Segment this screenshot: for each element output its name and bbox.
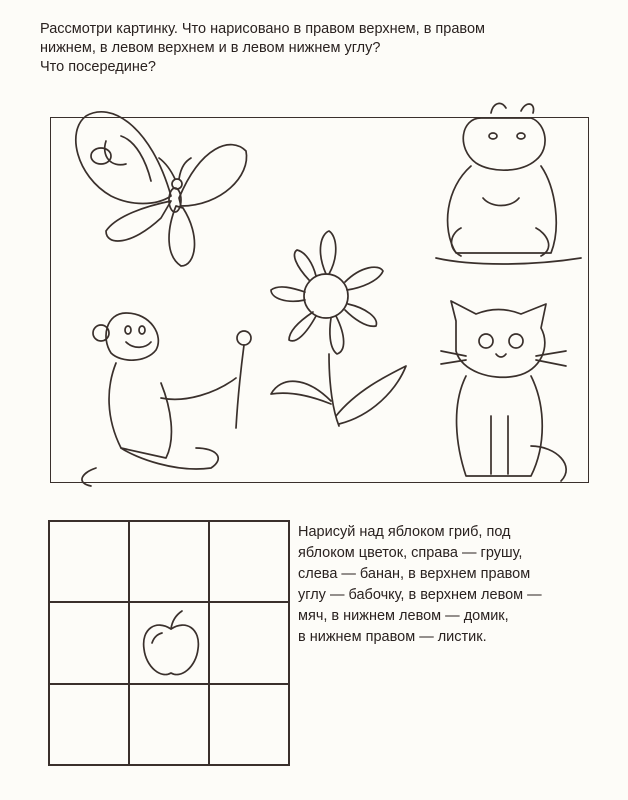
apple-icon [136, 607, 206, 681]
question-line-1: Рассмотри картинку. Что нарисовано в правом верхнем, в правом [40, 21, 485, 37]
hippo-icon [421, 78, 586, 288]
flower-icon [261, 226, 421, 436]
grid-cell-bottom-right [209, 684, 289, 765]
question-line-3: Что посередине? [40, 59, 156, 75]
instructions-text [298, 522, 603, 648]
kitten-icon [436, 296, 586, 496]
instruction-line-4: углу — бабочку, в верхнем левом — [298, 587, 542, 603]
question-text [40, 20, 600, 77]
instruction-line-3: слева — банан, в верхнем правом [298, 566, 531, 582]
grid-cell-bottom-left [49, 684, 129, 765]
butterfly-icon [51, 106, 251, 276]
task-grid [48, 520, 290, 766]
grid-cell-bottom-center [129, 684, 209, 765]
grid-cell-top-center [129, 521, 209, 602]
grid-cell-middle-right [209, 602, 289, 683]
grid-cell-center [129, 602, 209, 683]
instruction-line-5: мяч, в нижнем левом — домик, [298, 608, 509, 624]
question-line-2: нижнем, в левом верхнем и в левом нижнем углу? [40, 40, 381, 56]
grid-cell-top-right [209, 521, 289, 602]
grid-cell-middle-left [49, 602, 129, 683]
instruction-line-2: яблоком цветок, справа — грушу, [298, 545, 523, 561]
instruction-line-6: в нижнем правом — листик. [298, 629, 487, 645]
monkey-icon [76, 308, 271, 493]
picture-frame [50, 117, 589, 483]
grid-cell-top-left [49, 521, 129, 602]
instruction-line-1: Нарисуй над яблоком гриб, под [298, 524, 511, 540]
